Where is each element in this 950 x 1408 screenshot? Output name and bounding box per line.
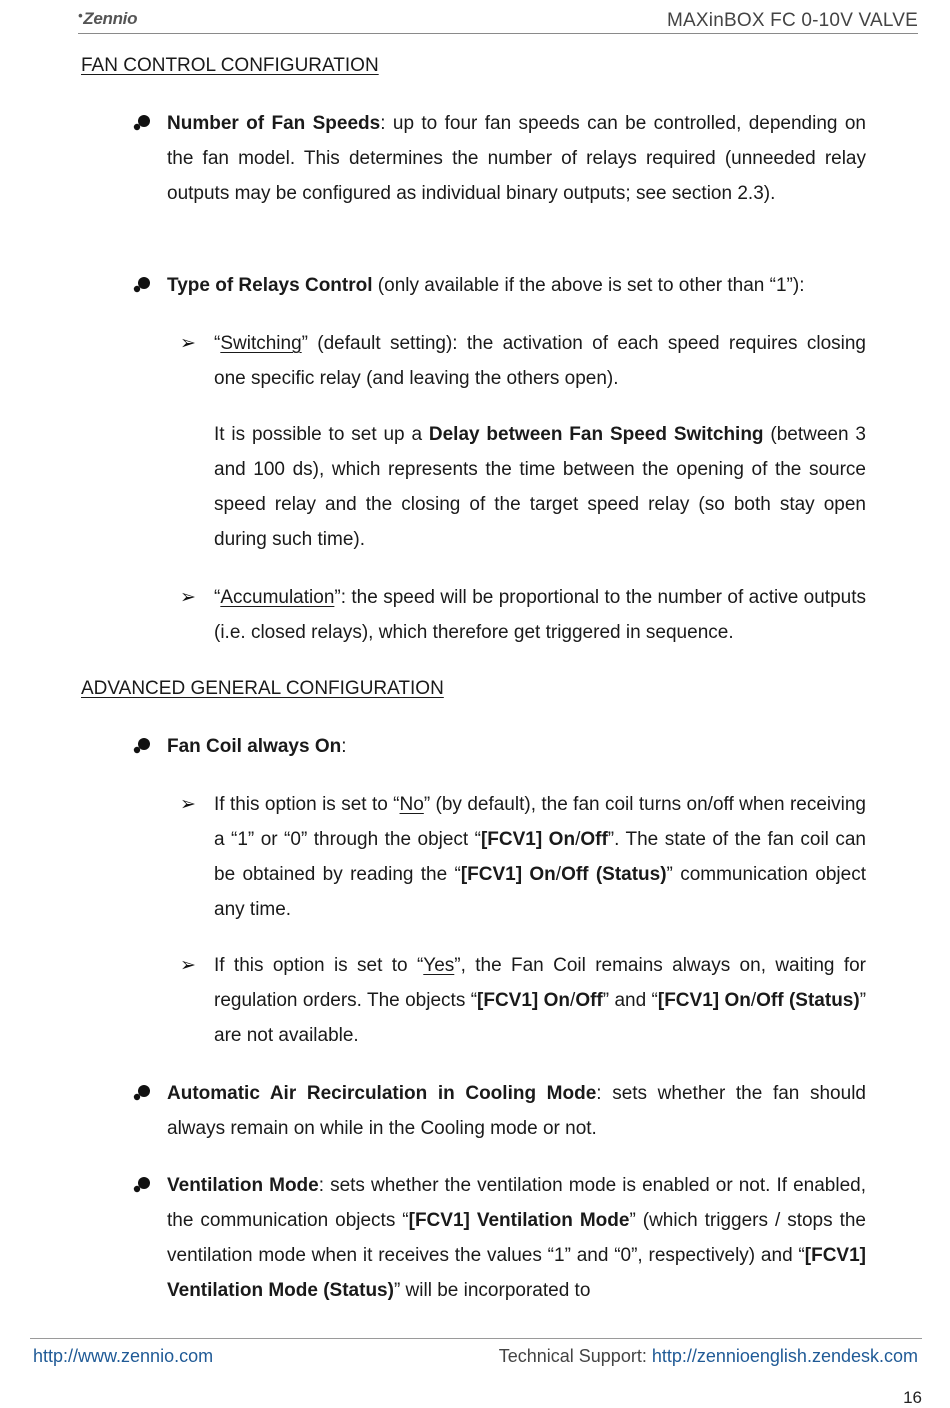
object-name: [FCV1] Ventilation Mode (Status) xyxy=(167,1245,866,1301)
delay-pre: It is possible to set up a xyxy=(214,424,429,445)
relays-control-term: Type of Relays Control xyxy=(167,275,373,296)
logo-dot-icon: • xyxy=(78,8,83,23)
text-run: : sets whether the ventilation mode is enabled or not. If enabled, the communication objects “ xyxy=(167,1175,866,1231)
recirculation-text: : sets whether the fan should always remain on while in the Cooling mode or not. xyxy=(167,1083,866,1139)
bullet-icon xyxy=(131,113,155,133)
object-name: Off xyxy=(580,829,608,850)
text-run: ” and “ xyxy=(602,990,658,1011)
arrow-bullet-icon: ➢ xyxy=(180,587,196,608)
text-run: / xyxy=(750,990,757,1011)
text-run: ” are not available. xyxy=(214,990,867,1046)
text-run: If this option is set to “ xyxy=(214,955,424,976)
text-run: ” (which triggers / stops the ventilation mode when it receives the values “1” and “0”, respectively) and “ xyxy=(167,1210,866,1266)
quote: “ xyxy=(214,333,221,354)
text-run: ” communication object any time. xyxy=(214,864,866,920)
object-name: Off xyxy=(575,990,603,1011)
text-run: ”, the Fan Coil remains always on, waiting for regulation orders. The objects “ xyxy=(214,955,866,1011)
fan-speeds-text: : up to four fan speeds can be controlled, depending on the fan model. This determines the number of relays required (unneeded relay outputs may be configured as individual binary outputs; see section 2.3). xyxy=(167,113,866,204)
zennio-logo xyxy=(78,8,137,29)
technical-support xyxy=(499,1346,918,1367)
ventilation-item xyxy=(167,1168,866,1308)
fan-speeds-term: Number of Fan Speeds xyxy=(167,113,381,134)
accumulation-term: Accumulation xyxy=(220,587,335,608)
bullet-icon xyxy=(131,1083,155,1103)
website-link[interactable]: http://www.zennio.com xyxy=(33,1346,214,1366)
accumulation-item xyxy=(214,580,866,650)
arrow-bullet-icon: ➢ xyxy=(180,794,196,815)
text-run: / xyxy=(555,864,562,885)
accumulation-text: ”: the speed will be proportional to the number of active outputs (i.e. closed relays), which therefore get triggered in sequence. xyxy=(214,587,866,643)
quote: “ xyxy=(214,587,221,608)
object-name: Off (Status) xyxy=(561,864,667,885)
bullet-icon xyxy=(131,1175,155,1195)
object-name: [FCV1] Ventilation Mode xyxy=(408,1210,630,1231)
text-run: ”. The state of the fan coil can be obtained by reading the “ xyxy=(214,829,866,885)
option-no-item xyxy=(214,787,866,927)
page-number: 16 xyxy=(903,1388,922,1407)
footer-divider xyxy=(30,1338,922,1339)
bullet-icon xyxy=(131,736,155,756)
object-name: [FCV1] On xyxy=(480,829,576,850)
arrow-bullet-icon: ➢ xyxy=(180,955,196,976)
document-title: MAXinBOX FC 0-10V VALVE xyxy=(667,10,918,31)
option-yes-item xyxy=(214,948,866,1053)
switching-item xyxy=(214,326,866,396)
bullet-icon xyxy=(131,275,155,295)
fan-speeds-item xyxy=(167,106,866,211)
text-run: / xyxy=(575,829,581,850)
recirculation-term: Automatic Air Recirculation in Cooling Mode xyxy=(167,1083,597,1104)
delay-term: Delay between Fan Speed Switching xyxy=(428,424,764,445)
relays-control-item xyxy=(167,268,866,303)
text-run: If this option is set to “ xyxy=(214,794,400,815)
switching-text: ” (default setting): the activation of each speed requires closing one specific relay (and leaving the others open). xyxy=(214,333,866,389)
value-no: No xyxy=(399,794,424,815)
switching-term: Switching xyxy=(220,333,302,354)
text-run: / xyxy=(570,990,576,1011)
arrow-bullet-icon: ➢ xyxy=(180,333,196,354)
support-label: Technical Support: xyxy=(498,1346,652,1366)
value-yes: Yes xyxy=(423,955,455,976)
relays-control-text: (only available if the above is set to other than “1”): xyxy=(372,275,805,296)
object-name: [FCV1] On xyxy=(657,990,751,1011)
delay-paragraph xyxy=(214,417,866,557)
object-name: [FCV1] On xyxy=(477,990,571,1011)
advanced-heading: ADVANCED GENERAL CONFIGURATION xyxy=(81,678,444,699)
logo-text: Zennio xyxy=(83,9,138,28)
recirculation-item xyxy=(167,1076,866,1146)
text-run: ” (by default), the fan coil turns on/off when receiving a “1” or “0” through the object “ xyxy=(214,794,866,850)
always-on-item xyxy=(167,729,866,764)
header-divider xyxy=(78,33,918,34)
always-on-text: : xyxy=(341,736,347,757)
always-on-term: Fan Coil always On xyxy=(167,736,342,757)
fan-control-heading: FAN CONTROL CONFIGURATION xyxy=(81,55,379,76)
text-run: ” will be incorporated to xyxy=(393,1280,591,1301)
object-name: [FCV1] On xyxy=(460,864,556,885)
delay-text: (between 3 and 100 ds), which represents the time between the opening of the source speed relay and the closing of the target speed relay (so both stay open during such time). xyxy=(214,424,866,550)
support-link[interactable]: http://zennioenglish.zendesk.com xyxy=(651,1346,918,1366)
ventilation-term: Ventilation Mode xyxy=(167,1175,319,1196)
object-name: Off (Status) xyxy=(756,990,860,1011)
